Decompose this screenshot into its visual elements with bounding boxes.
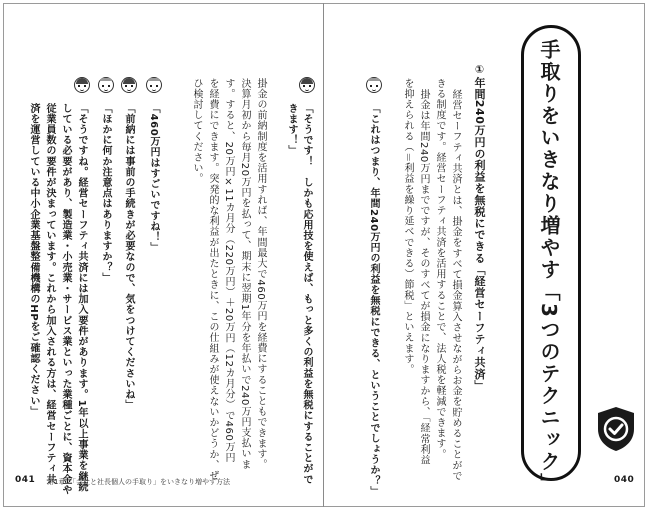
para-1-line-1: 経営セーフティ共済とは、掛金をすべて損金算入させながらお金を貯めることがで — [450, 89, 461, 482]
avatar-client-2 — [98, 77, 114, 93]
page-number-right: 040 — [614, 475, 635, 485]
para-2-line-3: す。すると、20万円×11カ月分（220万円）＋20万円（12カ月分）で460万円 — [223, 78, 234, 463]
para-2-line-5: ひ検討してください。 — [191, 78, 202, 184]
avatar-client — [146, 77, 162, 93]
speech-3: 「前納には事前の手続きが必要なので、気をつけてくださいね」 — [123, 103, 134, 411]
speech-1-line-1: 「そうです！ しかも応用技を使えば、もっと多くの利益を無税にすることがで — [301, 103, 312, 485]
running-head: 第1章 「会社と社長個人の手取り」をいきなり増やす方法 — [47, 478, 230, 486]
page-number-left: 041 — [15, 475, 36, 485]
para-2-line-1: 掛金の前納制度を活用すれば、年間最大で460万円を経費にすることもできます。 — [255, 78, 266, 470]
para-3-line-4: 済を運営している中小企業基盤整備機構のHPをご確認ください」 — [28, 103, 39, 417]
speech-1-line-2: きます！」 — [286, 103, 297, 156]
para-1-line-3: 掛金は年間240万円までですが、そのすべてが損金になりますから、「経常利益 — [418, 89, 429, 466]
para-3-line-2: している必要があり、製造業・小売業・サービス業といった業種ごとに、資本金や — [60, 103, 71, 496]
speech-right: 「これはつまり、年間240万円の利益を無税にできる、ということでしょうか？」 — [368, 103, 379, 497]
left-page — [3, 3, 324, 507]
avatar-client-right — [366, 77, 382, 93]
para-2-line-4: を経費にできます。突発的な利益が出たときに、この仕組みが使えないかどうか、ぜ — [207, 78, 218, 481]
shield-check-icon — [594, 405, 638, 453]
para-3-line-1: 「そうですね。経営セーフティ共済には加入要件があります。1年以上事業を継続 — [76, 103, 87, 493]
para-1-line-4: を抑えられる（＝利益を繰り延べできる）節税」といえます。 — [402, 78, 413, 375]
chapter-section-title: 手取りをいきなり増やす「3つのテクニック」 — [537, 39, 561, 495]
avatar-consultant-3 — [74, 77, 90, 93]
speech-2: 「460万円はすごいですね！」 — [148, 103, 159, 253]
avatar-consultant — [299, 77, 315, 93]
para-2-line-2: 決算月初から毎月20万円を払って、期末に翌期1年分を年払いで240万円支払いま — [239, 78, 250, 470]
section-heading: ①年間240万円の利益を無税にできる「経営セーフティ共済」 — [473, 63, 486, 392]
para-1-line-2: きる制度です。経営セーフティ共済を活用することで、法人税を軽減できます。 — [434, 78, 445, 460]
right-page — [324, 3, 645, 507]
para-3-line-3: 従業員数の要件が決まっています。これから加入される方は、経営セーフティ共 — [44, 103, 55, 485]
speech-4: 「ほかに何か注意点はありますか？」 — [100, 103, 111, 284]
avatar-consultant-2 — [121, 77, 137, 93]
